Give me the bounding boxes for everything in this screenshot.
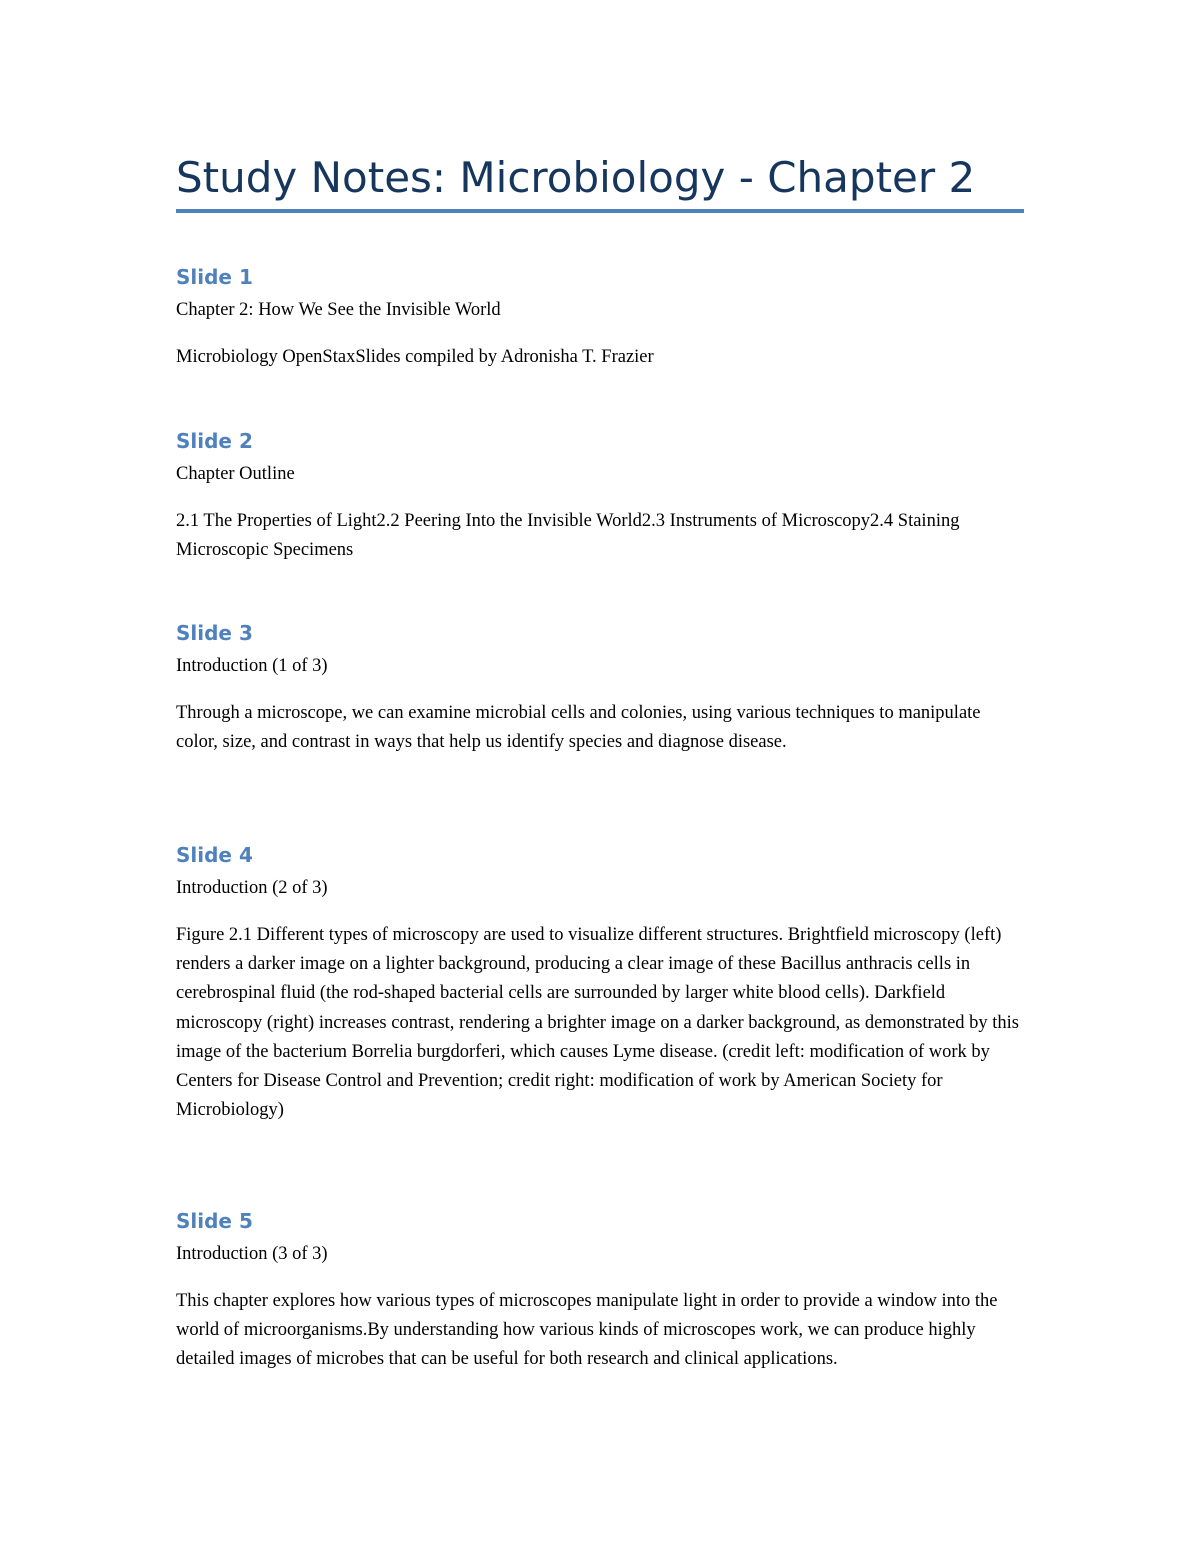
slide-section-2	[176, 426, 1026, 565]
slide-section-1	[176, 262, 1026, 372]
slide-body: Through a microscope, we can examine microbial cells and colonies, using various techniques to manipulate color, size, and contrast in ways that help us identify species and diagnose disease.	[176, 703, 981, 753]
slide-heading: Slide 4	[176, 843, 253, 867]
slide-subtitle: Introduction (1 of 3)	[176, 656, 328, 676]
slide-section-5	[176, 1206, 1026, 1375]
slide-heading: Slide 2	[176, 429, 253, 453]
slide-heading: Slide 5	[176, 1209, 253, 1233]
slide-section-4	[176, 840, 1026, 1125]
slide-subtitle: Introduction (3 of 3)	[176, 1244, 328, 1264]
slide-heading: Slide 1	[176, 265, 253, 289]
slide-subtitle: Chapter 2: How We See the Invisible World	[176, 300, 501, 320]
slide-subtitle: Chapter Outline	[176, 464, 295, 484]
document-title: Study Notes: Microbiology - Chapter 2	[176, 153, 976, 202]
slide-body: This chapter explores how various types of microscopes manipulate light in order to provide a window into the world of microorganisms.By understanding how various kinds of microscopes work, we can produce highly detailed images of microbes that can be useful for both research and clinical applications.	[176, 1291, 998, 1370]
slide-body: Figure 2.1 Different types of microscopy are used to visualize different structures. Brightfield microscopy (left) renders a darker image on a lighter background, producing a clear image of these Bacillus anthracis cells in cerebrospinal fluid (the rod-shaped bacterial cells are surrounded by larger white blood cells). Darkfield microscopy (right) increases contrast, rendering a brighter image on a darker background, as demonstrated by this image of the bacterium Borrelia burgdorferi, which causes Lyme disease. (credit left: modification of work by Centers for Disease Control and Prevention; credit right: modification of work by American Society for Microbiology)	[176, 925, 1020, 1121]
title-underline	[176, 209, 1024, 213]
slide-subtitle: Introduction (2 of 3)	[176, 878, 328, 898]
slide-body: Microbiology OpenStaxSlides compiled by Adronisha T. Frazier	[176, 347, 654, 367]
slide-heading: Slide 3	[176, 621, 253, 645]
slide-body: 2.1 The Properties of Light2.2 Peering Into the Invisible World2.3 Instruments of Microscopy2.4 Staining Microscopic Specimens	[176, 511, 960, 561]
slide-section-3	[176, 618, 1026, 757]
